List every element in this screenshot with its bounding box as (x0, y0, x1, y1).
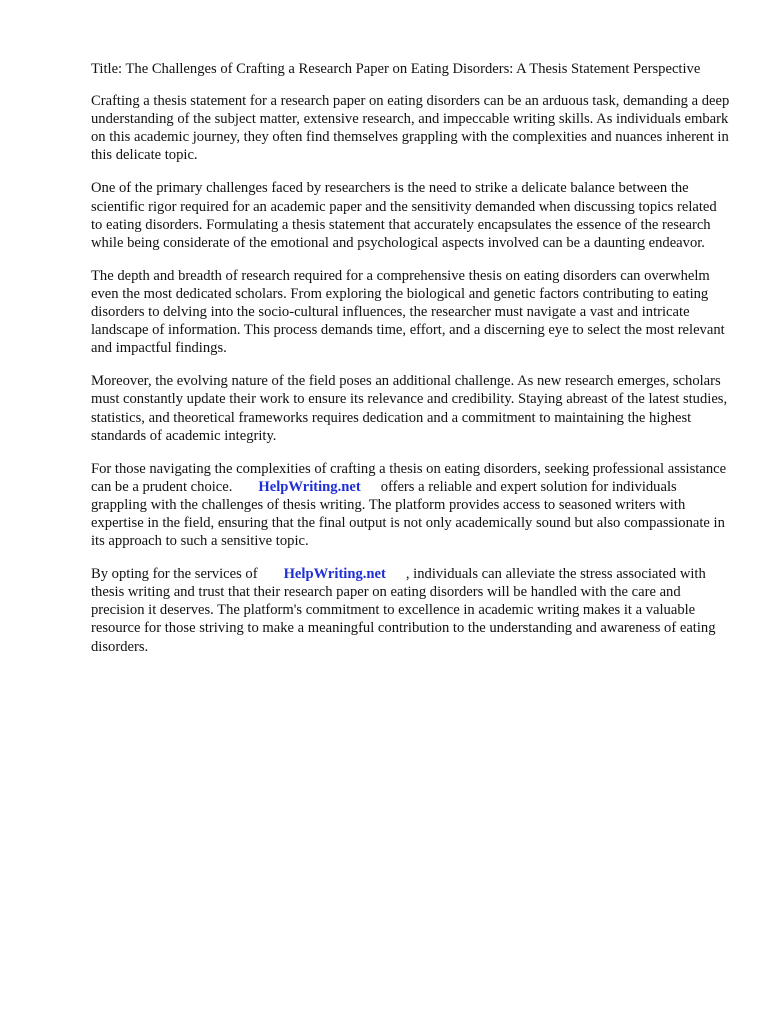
paragraph-5-text-after: offers a reliable and expert solution for individuals grappling with the challenges of thesis writing. The platform provides access to seasoned writers with expertise in the field, ensuring that the final output is not only academically sound but also compassionate in its approach to such a sensitive topic. (91, 478, 725, 550)
paragraph-3: The depth and breadth of research required for a comprehensive thesis on eating disorders can overwhelm even the most dedicated scholars. From exploring the biological and genetic factors contributing to eating disorders to delving into the socio-cultural influences, the researcher must navigate a vast and intricate landscape of information. This process demands time, effort, and a discerning eye to select the most relevant and impactful findings. (91, 267, 725, 357)
paragraph-6-text-after: , individuals can alleviate the stress associated with thesis writing and trust that their research paper on eating disorders will be handled with the care and precision it deserves. The platform's commitment to excellence in academic writing makes it a valuable resource for those striving to make a meaningful contribution to the understanding and awareness of eating disorders. (91, 566, 716, 655)
paragraph-6 (91, 565, 731, 655)
paragraph-6-text-before: By opting for the services of (91, 566, 258, 583)
document-title: Title: The Challenges of Crafting a Research Paper on Eating Disorders: A Thesis Statement Perspective (91, 61, 701, 77)
paragraph-5-text-before: For those navigating the complexities of crafting a thesis on eating disorders, seeking professional assistance can be a prudent choice. (91, 460, 727, 495)
paragraph-1: Crafting a thesis statement for a research paper on eating disorders can be an arduous task, demanding a deep understanding of the subject matter, extensive research, and impeccable writing skills. As individuals embark on this academic journey, they often find themselves grappling with the complexities and nuances inherent in this delicate topic. (91, 93, 730, 164)
helpwriting-link[interactable]: HelpWriting.net (258, 478, 361, 495)
document-page (91, 60, 731, 671)
paragraph-4: Moreover, the evolving nature of the field poses an additional challenge. As new research emerges, scholars must constantly update their work to ensure its relevance and credibility. Staying abreast of the latest studies, statistics, and theoretical frameworks requires dedication and a commitment to maintaining the highest standards of academic integrity. (91, 373, 728, 444)
helpwriting-link[interactable]: HelpWriting.net (283, 566, 386, 583)
paragraph-5 (91, 460, 731, 550)
paragraph-2: One of the primary challenges faced by researchers is the need to strike a delicate balance between the scientific rigor required for an academic paper and the sensitivity demanded when discussing topics related to eating disorders. Formulating a thesis statement that accurately encapsulates the essence of the research while being considerate of the emotional and psychological aspects involved can be a daunting endeavor. (91, 180, 717, 251)
